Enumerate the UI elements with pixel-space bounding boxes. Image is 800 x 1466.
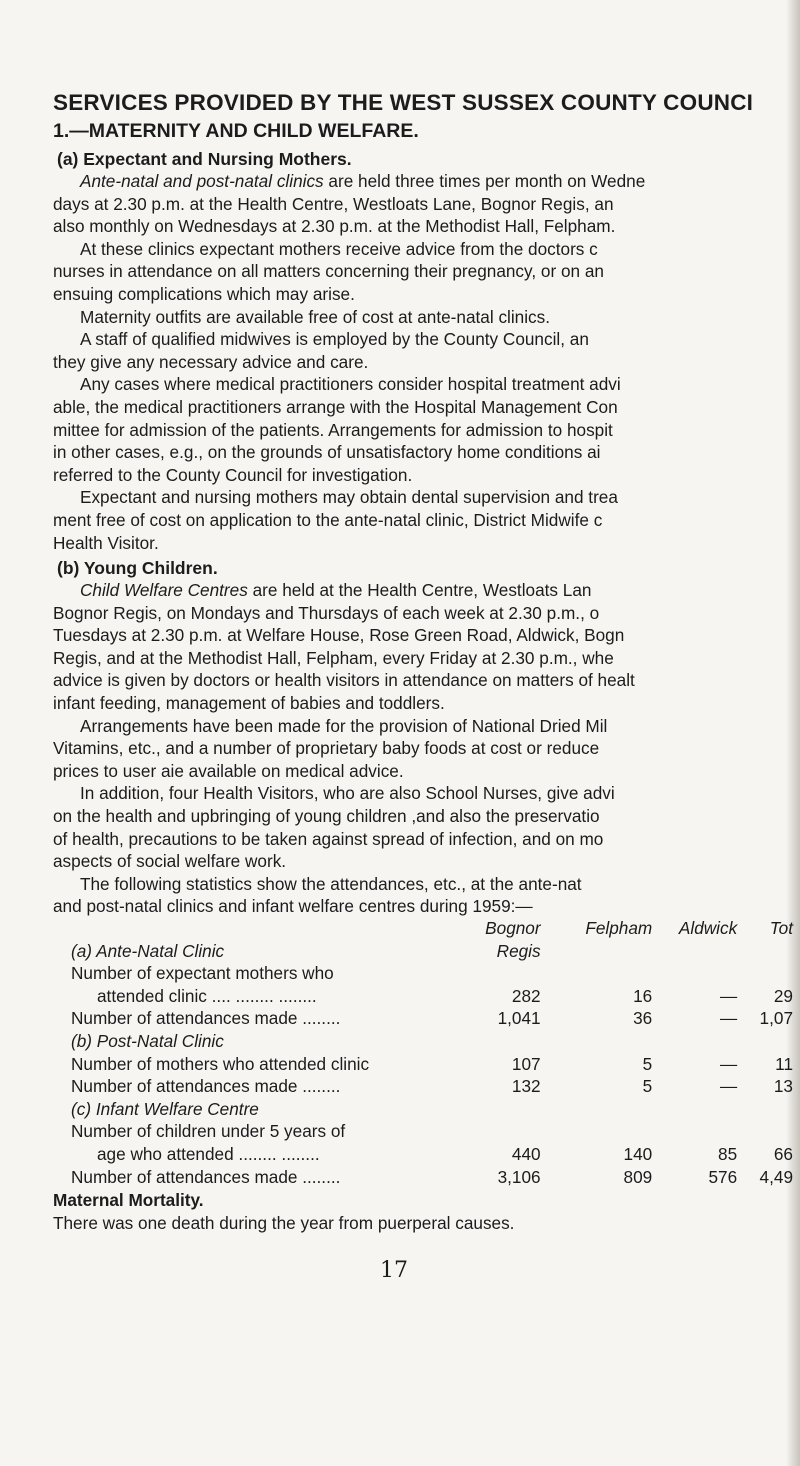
cell-bognor: 107 bbox=[511, 1053, 541, 1074]
cell-total: 11 bbox=[775, 1053, 793, 1074]
text-line: ment free of cost on application to the ante-natal clinic, District Midwife c bbox=[53, 509, 603, 530]
table-header-row-2 bbox=[71, 941, 793, 964]
text-line: prices to user aie available on medical advice. bbox=[53, 760, 404, 781]
column-header-total: Tot bbox=[769, 918, 793, 938]
cell-aldwick bbox=[652, 1031, 737, 1054]
cell-felpham: 16 bbox=[633, 985, 653, 1006]
section-heading-maternity: 1.—MATERNITY AND CHILD WELFARE. bbox=[53, 120, 419, 142]
table-header-row bbox=[71, 918, 793, 941]
text-line: Vitamins, etc., and a number of proprietary baby foods at cost or reduce bbox=[53, 738, 600, 759]
text-line: mittee for admission of the patients. Arrangements for admission to hospit bbox=[53, 419, 613, 440]
cell-bognor: 132 bbox=[511, 1076, 541, 1097]
text-line: days at 2.30 p.m. at the Health Centre, Westloats Lane, Bognor Regis, an bbox=[53, 193, 614, 214]
text-line: In addition, four Health Visitors, who are also School Nurses, give advi bbox=[80, 783, 615, 804]
cell-felpham: 5 bbox=[642, 1076, 653, 1097]
table-section-heading: (a) Ante-Natal Clinic bbox=[71, 940, 225, 961]
cell-total: 1,07 bbox=[759, 1008, 793, 1029]
cell-aldwick: 576 bbox=[708, 1166, 738, 1187]
cell-aldwick: — bbox=[719, 1053, 738, 1074]
cell-aldwick bbox=[652, 1121, 737, 1144]
table-row bbox=[71, 986, 793, 1009]
text-line bbox=[53, 579, 793, 602]
table-row bbox=[71, 1031, 793, 1054]
cell-felpham bbox=[541, 963, 653, 986]
column-header-regis: Regis bbox=[496, 940, 541, 961]
text-line: Bognor Regis, on Mondays and Thursdays of each week at 2.30 p.m., o bbox=[53, 602, 600, 623]
text-line: The following statistics show the attendances, etc., at the ante-nat bbox=[80, 873, 582, 894]
cell-total: 4,49 bbox=[759, 1166, 793, 1187]
cell-felpham: 36 bbox=[633, 1008, 653, 1029]
row-label: Number of attendances made ........ bbox=[71, 1166, 341, 1187]
row-label: attended clinic .... ........ ........ bbox=[97, 985, 317, 1006]
cell-aldwick: 85 bbox=[718, 1143, 738, 1164]
cell-felpham: 5 bbox=[642, 1053, 653, 1074]
cell-bognor bbox=[485, 1121, 540, 1144]
paragraph-young-children bbox=[53, 579, 793, 918]
cell-total: 66 bbox=[773, 1143, 793, 1164]
text-line: Maternity outfits are available free of cost at ante-natal clinics. bbox=[80, 306, 551, 327]
cell-total: 29 bbox=[773, 985, 793, 1006]
table-row bbox=[71, 1008, 793, 1031]
page-title: SERVICES PROVIDED BY THE WEST SUSSEX COUNTY COUNCI bbox=[53, 90, 754, 115]
text-line: Expectant and nursing mothers may obtain dental supervision and trea bbox=[80, 487, 618, 508]
cell-bognor bbox=[485, 1031, 540, 1054]
text-line: aspects of social welfare work. bbox=[53, 851, 287, 872]
text-line: of health, precautions to be taken against spread of infection, and on mo bbox=[53, 828, 604, 849]
text-line: nurses in attendance on all matters concerning their pregnancy, or on an bbox=[53, 261, 604, 282]
cell-bognor: 3,106 bbox=[497, 1166, 541, 1187]
cell-bognor bbox=[485, 1099, 540, 1122]
text-line: Arrangements have been made for the provision of National Dried Mil bbox=[80, 715, 608, 736]
cell-total bbox=[737, 1099, 793, 1122]
column-header-bognor: Bognor bbox=[485, 918, 541, 938]
text-line: referred to the County Council for investigation. bbox=[53, 464, 413, 485]
table-section-heading: (b) Post-Natal Clinic bbox=[71, 1030, 224, 1051]
text-line: advice is given by doctors or health visitors in attendance on matters of healt bbox=[53, 670, 635, 691]
text-line: on the health and upbringing of young children ,and also the preservatio bbox=[53, 806, 600, 827]
italic-lead: Child Welfare Centres bbox=[80, 580, 248, 601]
cell-felpham bbox=[541, 1031, 653, 1054]
text-line: able, the medical practitioners arrange with the Hospital Management Con bbox=[53, 396, 618, 417]
cell-felpham: 140 bbox=[623, 1143, 653, 1164]
cell-total: 13 bbox=[773, 1076, 793, 1097]
cell-aldwick bbox=[652, 1099, 737, 1122]
text-line: also monthly on Wednesdays at 2.30 p.m. at the Methodist Hall, Felpham. bbox=[53, 216, 616, 237]
maternal-mortality-text: There was one death during the year from puerperal causes. bbox=[53, 1212, 515, 1233]
text-line: Health Visitor. bbox=[53, 532, 159, 553]
table-row bbox=[71, 1099, 793, 1122]
cell-aldwick: — bbox=[719, 1008, 738, 1029]
cell-total bbox=[737, 1121, 793, 1144]
text-line bbox=[53, 170, 793, 193]
text-line: Any cases where medical practitioners consider hospital treatment advi bbox=[80, 374, 621, 395]
cell-bognor: 282 bbox=[511, 985, 541, 1006]
cell-felpham bbox=[541, 1099, 653, 1122]
cell-total bbox=[737, 1031, 793, 1054]
column-header-aldwick: Aldwick bbox=[678, 918, 738, 938]
table-row bbox=[71, 1167, 793, 1190]
text-line: they give any necessary advice and care. bbox=[53, 351, 369, 372]
cell-bognor: 1,041 bbox=[497, 1008, 541, 1029]
italic-lead: Ante-natal and post-natal clinics bbox=[80, 171, 324, 191]
text-line: ensuing complications which may arise. bbox=[53, 283, 355, 304]
text-line: At these clinics expectant mothers receive advice from the doctors c bbox=[80, 238, 598, 259]
table-section-heading: (c) Infant Welfare Centre bbox=[71, 1098, 259, 1119]
text-line: and post-natal clinics and infant welfare centres during 1959:— bbox=[53, 896, 533, 917]
cell-bognor bbox=[485, 963, 540, 986]
row-label: age who attended ........ ........ bbox=[97, 1143, 320, 1164]
cell-aldwick: — bbox=[719, 1076, 738, 1097]
text-line: A staff of qualified midwives is employed by the County Council, an bbox=[80, 329, 589, 350]
document-body bbox=[53, 90, 793, 1234]
attendance-statistics-table bbox=[71, 918, 793, 1189]
table-row bbox=[71, 1076, 793, 1099]
cell-aldwick bbox=[652, 963, 737, 986]
cell-aldwick: — bbox=[719, 985, 738, 1006]
table-row bbox=[71, 1121, 793, 1144]
table-row bbox=[71, 963, 793, 986]
line-text: are held at the Health Centre, Westloats Lan bbox=[247, 580, 592, 601]
cell-felpham bbox=[541, 1121, 653, 1144]
table-row bbox=[71, 1054, 793, 1077]
text-line: in other cases, e.g., on the grounds of unsatisfactory home conditions ai bbox=[53, 442, 601, 463]
row-label: Number of expectant mothers who bbox=[71, 963, 334, 984]
line-text: are held three times per month on Wedne bbox=[323, 171, 646, 191]
row-label: Number of children under 5 years of bbox=[71, 1121, 346, 1142]
row-label: Number of mothers who attended clinic bbox=[71, 1053, 370, 1074]
column-header-felpham: Felpham bbox=[585, 918, 653, 938]
row-label: Number of attendances made ........ bbox=[71, 1076, 341, 1097]
maternal-mortality-heading: Maternal Mortality. bbox=[53, 1190, 204, 1211]
subsection-heading-young-children: (b) Young Children. bbox=[57, 558, 218, 579]
cell-bognor: 440 bbox=[511, 1143, 541, 1164]
table-row bbox=[71, 1144, 793, 1167]
row-label: Number of attendances made ........ bbox=[71, 1008, 341, 1029]
text-line: infant feeding, management of babies and toddlers. bbox=[53, 693, 445, 714]
paragraph-expectant-mothers bbox=[53, 170, 793, 554]
cell-felpham: 809 bbox=[623, 1166, 653, 1187]
text-line: Tuesdays at 2.30 p.m. at Welfare House, Rose Green Road, Aldwick, Bogn bbox=[53, 625, 625, 646]
subsection-heading-expectant-mothers: (a) Expectant and Nursing Mothers. bbox=[57, 149, 352, 169]
page-number: 17 bbox=[380, 1258, 408, 1283]
text-line: Regis, and at the Methodist Hall, Felpham, every Friday at 2.30 p.m., whe bbox=[53, 647, 614, 668]
cell-total bbox=[737, 963, 793, 986]
